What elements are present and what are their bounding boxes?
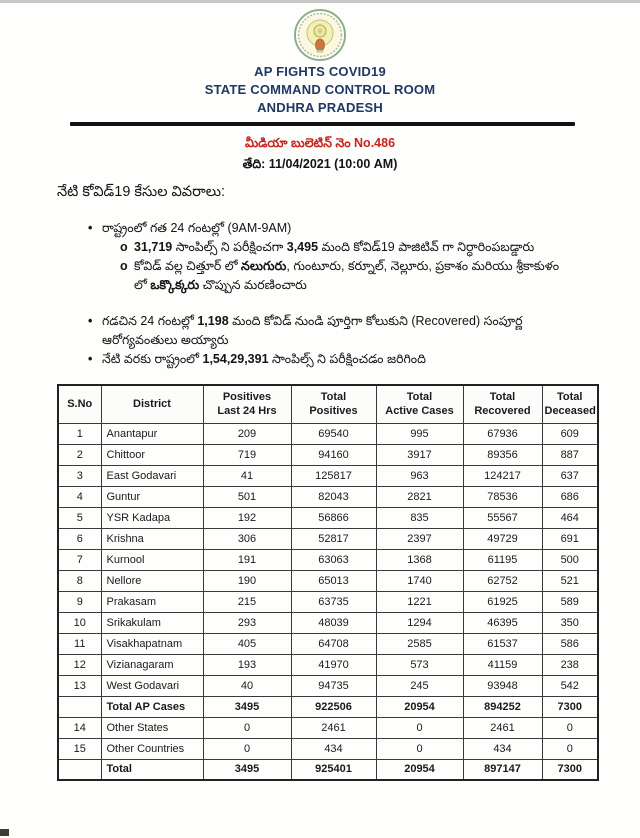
value-cell: 55567	[463, 507, 542, 528]
value-cell: 7300	[542, 759, 598, 780]
table-header-row	[58, 385, 598, 423]
value-cell: 125817	[291, 465, 376, 486]
sno-cell: 15	[58, 738, 101, 759]
value-cell: 215	[203, 591, 291, 612]
sno-cell: 13	[58, 675, 101, 696]
value-cell: 0	[203, 738, 291, 759]
value-cell: 94735	[291, 675, 376, 696]
district-cell: Kurnool	[101, 549, 203, 570]
value-cell: 925401	[291, 759, 376, 780]
bullet-item	[88, 219, 566, 238]
column-header: Positives Last 24 Hrs	[203, 385, 291, 423]
sno-cell: 14	[58, 717, 101, 738]
value-cell: 637	[542, 465, 598, 486]
value-cell: 963	[376, 465, 463, 486]
intro-heading: నేటి కోవిడ్19 కేసుల వివరాలు:	[57, 184, 226, 200]
sno-cell: 4	[58, 486, 101, 507]
sno-cell	[58, 696, 101, 717]
column-header: Total Deceased	[542, 385, 598, 423]
value-cell: 686	[542, 486, 598, 507]
district-cell: Krishna	[101, 528, 203, 549]
value-cell: 61537	[463, 633, 542, 654]
column-header: District	[101, 385, 203, 423]
value-cell: 1740	[376, 570, 463, 591]
ap-state-emblem-icon	[292, 7, 348, 63]
bullet-marker: •	[88, 221, 93, 235]
value-cell: 835	[376, 507, 463, 528]
scan-edge-strip	[0, 0, 640, 3]
bullet-item	[120, 257, 566, 295]
value-cell: 89356	[463, 444, 542, 465]
value-cell: 191	[203, 549, 291, 570]
table-row	[58, 444, 598, 465]
sno-cell: 1	[58, 423, 101, 444]
value-cell: 434	[291, 738, 376, 759]
district-cell: West Godavari	[101, 675, 203, 696]
value-cell: 500	[542, 549, 598, 570]
value-cell: 190	[203, 570, 291, 591]
table-row	[58, 696, 598, 717]
table-row	[58, 591, 598, 612]
value-cell: 65013	[291, 570, 376, 591]
value-cell: 521	[542, 570, 598, 591]
district-cell: Srikakulam	[101, 612, 203, 633]
bullet-text: గడచిన 24 గంటల్లో 1,198 మంది కోవిడ్ నుండి పూర్తిగా కోలుకుని (Recovered) సంపూర్ణ ఆరోగ్యవంతులు అయ్యారు	[102, 314, 523, 347]
bullet-text: రాష్ట్రంలో గత 24 గంటల్లో (9AM-9AM)	[102, 221, 292, 235]
value-cell: 573	[376, 654, 463, 675]
value-cell: 293	[203, 612, 291, 633]
bullet-marker: o	[120, 240, 128, 254]
table-row	[58, 507, 598, 528]
district-cell: Total AP Cases	[101, 696, 203, 717]
value-cell: 0	[203, 717, 291, 738]
value-cell: 2461	[463, 717, 542, 738]
value-cell: 0	[376, 717, 463, 738]
header-state-name: ANDHRA PRADESH	[257, 100, 383, 115]
district-cell: Visakhapatnam	[101, 633, 203, 654]
table-row	[58, 675, 598, 696]
value-cell: 40	[203, 675, 291, 696]
value-cell: 62752	[463, 570, 542, 591]
sno-cell: 11	[58, 633, 101, 654]
value-cell: 64708	[291, 633, 376, 654]
district-cell: Anantapur	[101, 423, 203, 444]
value-cell: 542	[542, 675, 598, 696]
bulletin-date-value: : 11/04/2021 (10:00 AM)	[261, 157, 398, 171]
bullet-text: 31,719 సాంపిల్స్ ని పరీక్షించగా 3,495 మంది కోవిడ్19 పాజిటివ్ గా నిర్ధారింపబడ్డారు	[134, 240, 535, 254]
bullet-item	[120, 238, 566, 257]
value-cell: 434	[463, 738, 542, 759]
value-cell: 350	[542, 612, 598, 633]
value-cell: 887	[542, 444, 598, 465]
bullet-marker: o	[120, 259, 128, 273]
value-cell: 20954	[376, 696, 463, 717]
value-cell: 2585	[376, 633, 463, 654]
sno-cell: 9	[58, 591, 101, 612]
table-row	[58, 570, 598, 591]
value-cell: 306	[203, 528, 291, 549]
value-cell: 82043	[291, 486, 376, 507]
bulletin-date-label: తేది	[242, 157, 262, 171]
value-cell: 192	[203, 507, 291, 528]
table-row	[58, 738, 598, 759]
header-title: AP FIGHTS COVID19	[254, 64, 386, 79]
value-cell: 69540	[291, 423, 376, 444]
value-cell: 94160	[291, 444, 376, 465]
value-cell: 0	[542, 717, 598, 738]
value-cell: 193	[203, 654, 291, 675]
value-cell: 93948	[463, 675, 542, 696]
bulletin-date	[0, 157, 640, 175]
sno-cell: 8	[58, 570, 101, 591]
value-cell: 61925	[463, 591, 542, 612]
summary-bullet-list	[88, 219, 566, 369]
bullet-marker: •	[88, 352, 93, 366]
table-row	[58, 759, 598, 780]
header-subtitle: STATE COMMAND CONTROL ROOM	[204, 82, 436, 97]
value-cell: 2397	[376, 528, 463, 549]
value-cell: 719	[203, 444, 291, 465]
bulletin-number: మీడియా బులెటిన్ నెం No.486	[244, 136, 396, 150]
value-cell: 63063	[291, 549, 376, 570]
value-cell: 609	[542, 423, 598, 444]
value-cell: 3917	[376, 444, 463, 465]
value-cell: 7300	[542, 696, 598, 717]
value-cell: 3495	[203, 759, 291, 780]
table-row	[58, 549, 598, 570]
value-cell: 0	[376, 738, 463, 759]
value-cell: 586	[542, 633, 598, 654]
sno-cell: 2	[58, 444, 101, 465]
value-cell: 63735	[291, 591, 376, 612]
district-cell: Other States	[101, 717, 203, 738]
district-cell: Chittoor	[101, 444, 203, 465]
table-row	[58, 423, 598, 444]
column-header: S.No	[58, 385, 101, 423]
sno-cell: 7	[58, 549, 101, 570]
table-row	[58, 486, 598, 507]
value-cell: 2821	[376, 486, 463, 507]
table-row	[58, 633, 598, 654]
value-cell: 894252	[463, 696, 542, 717]
value-cell: 67936	[463, 423, 542, 444]
value-cell: 41159	[463, 654, 542, 675]
value-cell: 3495	[203, 696, 291, 717]
value-cell: 52817	[291, 528, 376, 549]
district-cell: Nellore	[101, 570, 203, 591]
sno-cell: 10	[58, 612, 101, 633]
value-cell: 0	[542, 738, 598, 759]
value-cell: 922506	[291, 696, 376, 717]
header-divider-rule	[70, 122, 575, 126]
table-row	[58, 528, 598, 549]
table-row	[58, 612, 598, 633]
bullet-marker: •	[88, 314, 93, 328]
value-cell: 1221	[376, 591, 463, 612]
value-cell: 245	[376, 675, 463, 696]
bullet-text: కోవిడ్ వల్ల చిత్తూర్ లో నలుగురు, గుంటూరు, కర్నూల్, నెల్లూరు, ప్రకాశం మరియు శ్రీకాకుళం లో ఒక్కొక్కరు చొప్పున మరణించారు	[134, 259, 560, 292]
value-cell: 464	[542, 507, 598, 528]
district-cell: YSR Kadapa	[101, 507, 203, 528]
sno-cell: 6	[58, 528, 101, 549]
sno-cell	[58, 759, 101, 780]
sno-cell: 3	[58, 465, 101, 486]
value-cell: 49729	[463, 528, 542, 549]
column-header: Total Positives	[291, 385, 376, 423]
value-cell: 56866	[291, 507, 376, 528]
bullet-item	[88, 312, 566, 350]
value-cell: 589	[542, 591, 598, 612]
bullet-text: నేటి వరకు రాష్ట్రంలో 1,54,29,391 సాంపిల్స్ ని పరీక్షించడం జరిగింది	[102, 352, 426, 366]
value-cell: 1294	[376, 612, 463, 633]
bulletin-header	[0, 0, 640, 117]
sno-cell: 5	[58, 507, 101, 528]
value-cell: 897147	[463, 759, 542, 780]
value-cell: 41	[203, 465, 291, 486]
column-header: Total Recovered	[463, 385, 542, 423]
district-cell: Total	[101, 759, 203, 780]
value-cell: 61195	[463, 549, 542, 570]
value-cell: 501	[203, 486, 291, 507]
value-cell: 691	[542, 528, 598, 549]
value-cell: 238	[542, 654, 598, 675]
value-cell: 405	[203, 633, 291, 654]
sno-cell: 12	[58, 654, 101, 675]
value-cell: 209	[203, 423, 291, 444]
district-cell: Vizianagaram	[101, 654, 203, 675]
value-cell: 46395	[463, 612, 542, 633]
district-cell: East Godavari	[101, 465, 203, 486]
district-cell: Guntur	[101, 486, 203, 507]
value-cell: 995	[376, 423, 463, 444]
value-cell: 20954	[376, 759, 463, 780]
table-body	[58, 423, 598, 780]
value-cell: 2461	[291, 717, 376, 738]
table-row	[58, 465, 598, 486]
value-cell: 78536	[463, 486, 542, 507]
bullet-item	[88, 350, 566, 369]
district-cell: Other Countries	[101, 738, 203, 759]
value-cell: 1368	[376, 549, 463, 570]
value-cell: 124217	[463, 465, 542, 486]
scan-artifact-mark	[0, 829, 9, 836]
value-cell: 48039	[291, 612, 376, 633]
district-covid-table	[57, 384, 599, 781]
value-cell: 41970	[291, 654, 376, 675]
table-row	[58, 654, 598, 675]
district-cell: Prakasam	[101, 591, 203, 612]
table-row	[58, 717, 598, 738]
column-header: Total Active Cases	[376, 385, 463, 423]
